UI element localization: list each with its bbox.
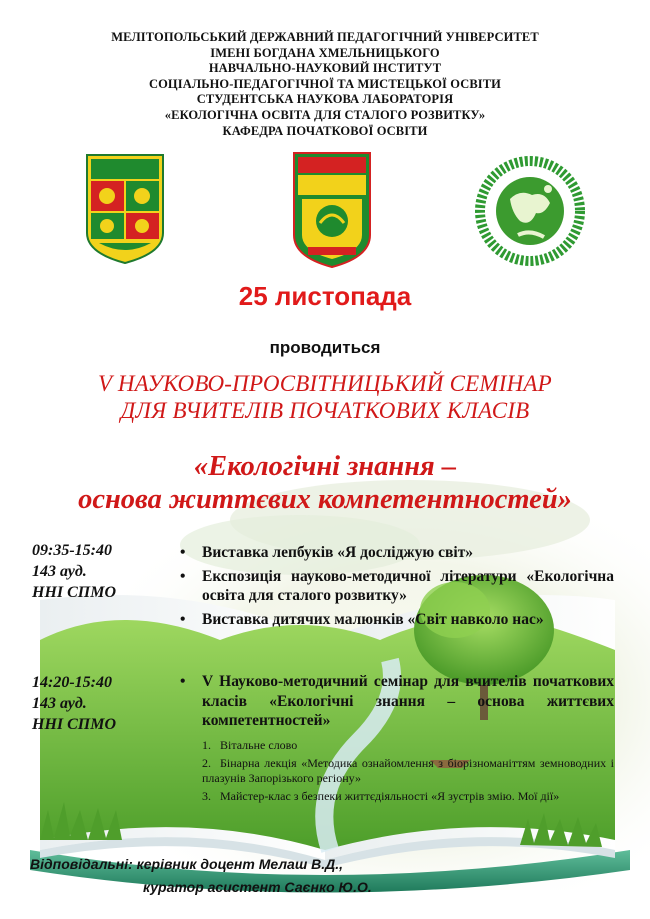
list-item: • V Науково-методичний семінар для вчителів початкових класів «Екологічні знання – основа життєвих компетентностей» [180,673,614,729]
seminar-theme-line: «Екологічні знання – [193,451,457,482]
block-1-room: 143 ауд. [32,563,87,580]
list-item: • Виставка дитячих малюнків «Світ навколо нас» [180,610,544,628]
bullet-icon: • [180,567,186,585]
institution-header [0,30,650,139]
header-line: ІМЕНІ БОГДАНА ХМЕЛЬНИЦЬКОГО [210,45,440,60]
block-1-time: 09:35-15:40 [32,542,112,559]
block-2-activities [180,672,614,735]
university-crest-logo [85,153,165,265]
program-item: 2. Бінарна лекція «Методика ознайомлення з біорізноманіттям земноводних і плазунів Запорізького регіону» [202,755,614,785]
program-item: 1. Вітальне слово [202,738,298,752]
seminar-theme-line: основа життєвих компетентностей» [78,484,572,515]
header-line: «ЕКОЛОГІЧНА ОСВІТА ДЛЯ СТАЛОГО РОЗВИТКУ» [164,107,486,122]
schedule-block-1-info [32,540,116,603]
list-item: • Виставка лепбуків «Я досліджую світ» [180,544,474,561]
header-line: МЕЛІТОПОЛЬСЬКИЙ ДЕРЖАВНИЙ ПЕДАГОГІЧНИЙ УНІВЕРСИТЕТ [111,30,539,44]
block-1-institute: ННІ СПМО [32,584,117,601]
seminar-title-line: ДЛЯ ВЧИТЕЛІВ ПОЧАТКОВИХ КЛАСІВ [120,398,530,423]
program-item: 3. Майстер-клас з безпеки життєдіяльності «Я зустрів змію. Мої дії» [202,788,560,803]
seminar-title-line: V НАУКОВО-ПРОСВІТНИЦЬКИЙ СЕМІНАР [98,371,552,396]
responsible-line-1: Відповідальні: керівник доцент Мелаш В.Д., [30,856,344,872]
event-date: 25 листопада [238,281,412,311]
bullet-icon: • [180,673,186,690]
block-2-room: 143 ауд. [32,695,87,712]
block-2-program [202,738,614,806]
list-item: • Експозиція науково-методичної літератури «Екологічна освіта для сталого розвитку» [180,567,614,604]
seminar-title [0,370,650,424]
header-line: НАВЧАЛЬНО-НАУКОВИЙ ІНСТИТУТ [208,61,442,76]
laboratory-globe-logo [474,155,586,267]
header-line: СТУДЕНТСЬКА НАУКОВА ЛАБОРАТОРІЯ [196,92,454,107]
block-1-activities [180,543,614,633]
schedule-block-2-info [32,672,116,735]
header-line: КАФЕДРА ПОЧАТКОВОЇ ОСВІТИ [222,123,428,138]
block-2-time: 14:20-15:40 [32,674,112,691]
responsible-line-2: куратор асистент Саєнко Ю.О. [143,879,372,895]
bullet-icon: • [180,610,186,628]
block-2-institute: ННІ СПМО [32,716,117,733]
is-held-label: проводиться [269,338,381,357]
header-line: СОЦІАЛЬНО-ПЕДАГОГІЧНОЇ ТА МИСТЕЦЬКОЇ ОСВІТИ [148,76,502,91]
seminar-theme [0,450,650,516]
bullet-icon: • [180,544,186,561]
institute-crest-logo [292,151,372,269]
